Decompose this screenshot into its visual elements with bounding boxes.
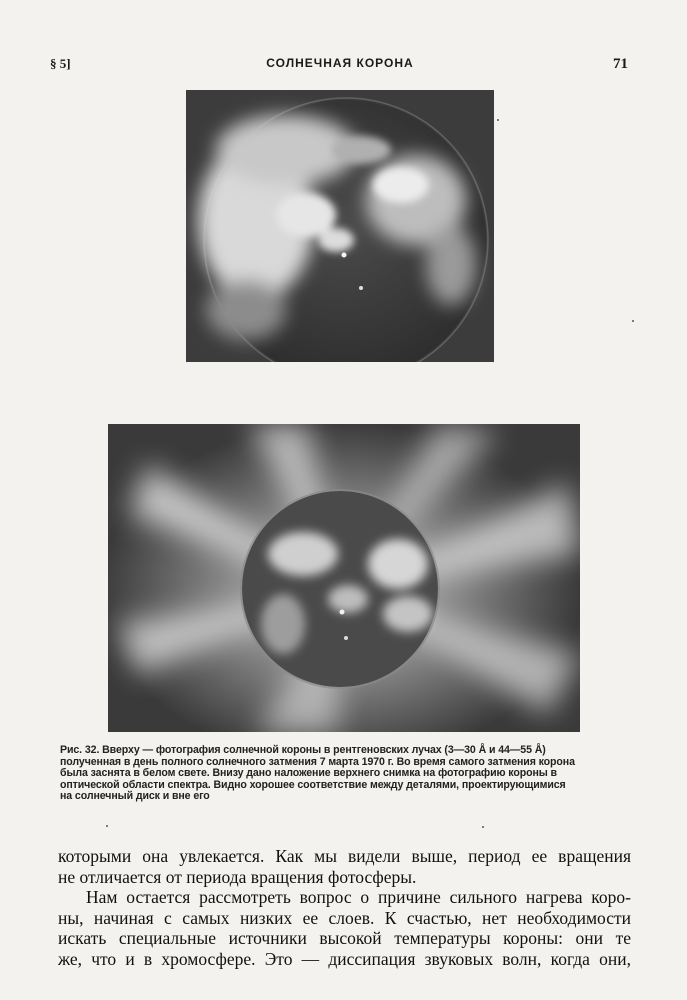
section-number: § 5] <box>50 56 71 71</box>
body-line: искать специальные источники высокой температуры короны: они те <box>58 928 631 948</box>
xray-corona-photo-icon <box>186 90 494 362</box>
scan-speck <box>482 826 484 828</box>
eclipse-overlay-photo <box>108 424 580 732</box>
caption-line: оптической области спектра. Видно хорошее соответствие между деталями, проектирующимися <box>60 778 566 791</box>
body-line: же, что и в хромосфере. Это — диссипация звуковых волн, когда они, <box>58 948 631 969</box>
body-line: Нам остается рассмотреть вопрос о причине сильного нагрева коро- <box>86 887 631 907</box>
body-line: которыми она увлекается. Как мы видели выше, период ее вращения <box>58 846 631 866</box>
page-header <box>50 56 630 76</box>
scan-speck <box>106 825 108 827</box>
running-title: СОЛНЕЧНАЯ КОРОНА <box>266 56 414 70</box>
caption-line: полученная в день полного солнечного затмения 7 марта 1970 г. Во время самого затмения корона <box>60 755 575 768</box>
caption-line: была заснята в белом свете. Внизу дано наложение верхнего снимка на фотографию короны в <box>60 767 557 780</box>
scan-speck <box>632 320 634 322</box>
body-text <box>58 846 631 969</box>
eclipse-overlay-photo-icon <box>108 424 580 732</box>
xray-corona-photo <box>186 90 494 362</box>
scan-speck <box>497 119 499 121</box>
page-number: 71 <box>613 56 628 72</box>
figure-caption <box>60 745 632 803</box>
body-line: ны, начиная с самых низких ее слоев. К счастью, нет необходимости <box>58 907 631 928</box>
body-line: не отличается от периода вращения фотосферы. <box>58 866 417 887</box>
caption-line: Рис. 32. Вверху — фотография солнечной короны в рентгеновских лучах (3—30 Å и 44—55 Å) <box>60 744 546 756</box>
caption-line: на солнечный диск и вне его <box>60 790 210 803</box>
